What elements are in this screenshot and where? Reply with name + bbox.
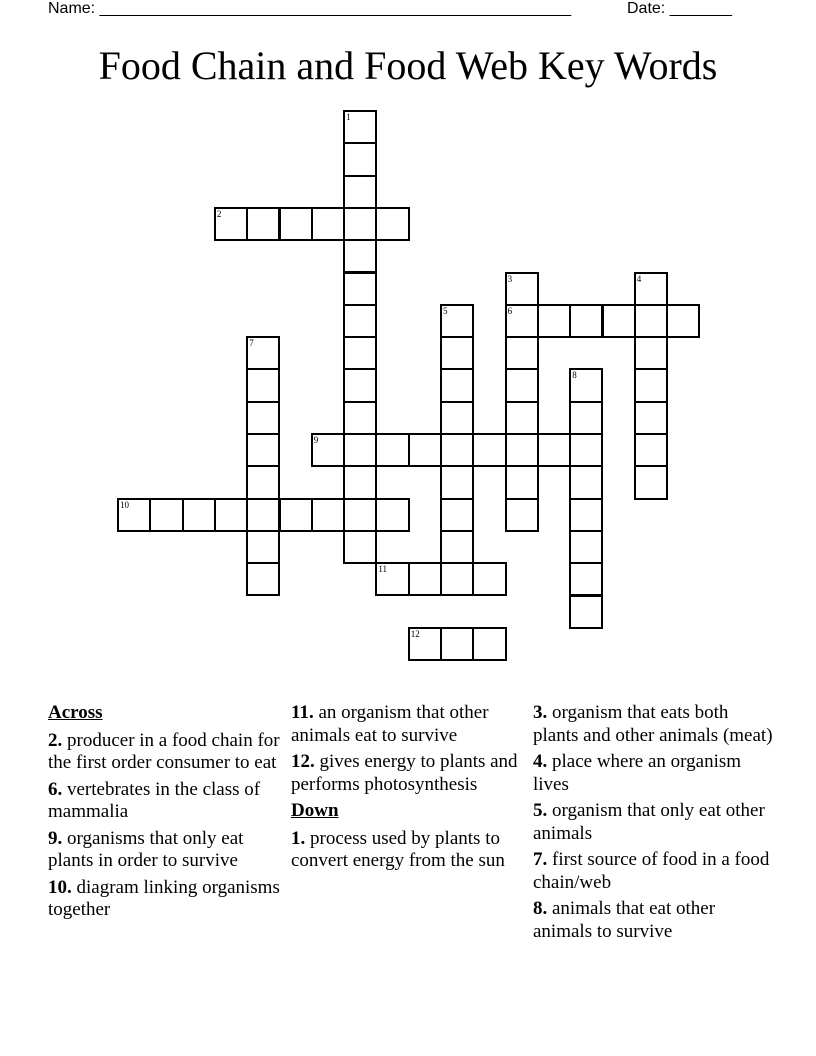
crossword-cell[interactable] [246, 401, 280, 435]
clue-down-4: 4. place where an organism lives [533, 751, 742, 795]
clue-column-2 [291, 702, 523, 877]
down-heading: Down [291, 800, 339, 821]
crossword-cell[interactable] [343, 465, 377, 499]
crossword-cell[interactable] [343, 401, 377, 435]
crossword-cell[interactable] [472, 562, 506, 596]
crossword-cell[interactable] [279, 207, 313, 241]
crossword-cell[interactable] [634, 368, 668, 402]
crossword-cell[interactable] [440, 562, 474, 596]
crossword-cell[interactable] [246, 336, 280, 370]
clue-across-2: 2. producer in a food chain for the first order consumer to eat [48, 729, 280, 773]
crossword-cell[interactable] [634, 272, 668, 306]
crossword-cell[interactable] [246, 498, 280, 532]
crossword-cell[interactable] [634, 304, 668, 338]
crossword-cell[interactable] [246, 562, 280, 596]
crossword-cell[interactable] [343, 498, 377, 532]
clue-number: 7 [249, 338, 254, 349]
clue-number: 6 [507, 305, 513, 316]
crossword-cell[interactable] [343, 110, 377, 144]
crossword-cell[interactable] [408, 562, 442, 596]
clue-down-1: 1. process used by plants to convert energy from the sun [291, 827, 505, 871]
clue-number: 2 [216, 208, 222, 219]
crossword-cell[interactable] [440, 433, 474, 467]
crossword-cell[interactable] [343, 304, 377, 338]
crossword-cell[interactable] [505, 465, 539, 499]
crossword-cell[interactable] [343, 207, 377, 241]
crossword-cell[interactable] [343, 142, 377, 176]
crossword-cell[interactable] [505, 304, 539, 338]
crossword-cell[interactable] [246, 368, 280, 402]
clue-across-6: 6. vertebrates in the class of mammalia [48, 778, 261, 822]
crossword-cell[interactable] [569, 433, 603, 467]
crossword-cell[interactable] [440, 336, 474, 370]
crossword-cell[interactable] [569, 595, 603, 629]
crossword-cell[interactable] [311, 433, 345, 467]
crossword-cell[interactable] [505, 272, 539, 306]
crossword-cell[interactable] [440, 627, 474, 661]
clue-number: 8 [572, 370, 577, 381]
clue-number: 5 [443, 305, 448, 316]
crossword-cell[interactable] [569, 530, 603, 564]
clue-number: 1 [346, 112, 351, 122]
crossword-cell[interactable] [311, 498, 345, 532]
crossword-cell[interactable] [343, 336, 377, 370]
crossword-cell[interactable] [634, 433, 668, 467]
clue-number: 11 [378, 564, 388, 575]
crossword-cell[interactable] [214, 498, 248, 532]
crossword-cell[interactable] [375, 433, 409, 467]
crossword-cell[interactable] [117, 498, 151, 532]
crossword-cell[interactable] [472, 627, 506, 661]
crossword-cell[interactable] [634, 336, 668, 370]
crossword-cell[interactable] [214, 207, 248, 241]
crossword-cell[interactable] [408, 433, 442, 467]
crossword-cell[interactable] [569, 368, 603, 402]
crossword-cell[interactable] [343, 368, 377, 402]
clue-across-9: 9. organisms that only eat plants in order to survive [48, 827, 244, 871]
crossword-cell[interactable] [505, 498, 539, 532]
crossword-cell[interactable] [246, 530, 280, 564]
crossword-cell[interactable] [440, 498, 474, 532]
clue-column-1 [48, 702, 280, 926]
crossword-cell[interactable] [408, 627, 442, 661]
crossword-cell[interactable] [569, 562, 603, 596]
crossword-cell[interactable] [375, 207, 409, 241]
crossword-cell[interactable] [569, 304, 603, 338]
crossword-cell[interactable] [602, 304, 636, 338]
page-title: Food Chain and Food Web Key Words [98, 43, 718, 88]
crossword-cell[interactable] [505, 336, 539, 370]
clue-down-5: 5. organism that only eat other animals [533, 800, 765, 844]
crossword-cell[interactable] [537, 304, 571, 338]
crossword-cell[interactable] [569, 465, 603, 499]
crossword-cell[interactable] [343, 530, 377, 564]
name-field-label: Name: _____________________________________________________ [48, 0, 572, 17]
clue-number: 4 [636, 273, 642, 284]
clue-number: 10 [120, 499, 129, 510]
crossword-cell[interactable] [569, 401, 603, 435]
clue-down-3: 3. organism that eats both plants and other animals (meat) [533, 702, 773, 746]
clue-number: 3 [507, 273, 513, 284]
crossword-cell[interactable] [440, 368, 474, 402]
crossword-cell[interactable] [343, 272, 377, 306]
clue-across-11: 11. an organism that other animals eat to survive [291, 702, 489, 746]
crossword-cell[interactable] [246, 465, 280, 499]
crossword-cell[interactable] [505, 433, 539, 467]
crossword-cell[interactable] [246, 207, 280, 241]
crossword-cell[interactable] [343, 433, 377, 467]
crossword-cell[interactable] [182, 498, 216, 532]
clue-column-3 [533, 702, 773, 947]
crossword-cell[interactable] [505, 401, 539, 435]
clue-number: 9 [313, 435, 319, 445]
crossword-cell[interactable] [375, 498, 409, 532]
clue-number: 12 [410, 628, 420, 639]
crossword-cell[interactable] [569, 498, 603, 532]
crossword-cell[interactable] [472, 433, 506, 467]
crossword-cell[interactable] [634, 401, 668, 435]
clue-across-12: 12. gives energy to plants and performs photosynthesis [291, 751, 518, 795]
across-heading: Across [48, 702, 103, 723]
crossword-cell[interactable] [440, 465, 474, 499]
crossword-cell[interactable] [666, 304, 700, 338]
clue-down-7: 7. first source of food in a food chain/web [533, 849, 770, 893]
crossword-cell[interactable] [246, 433, 280, 467]
crossword-cell[interactable] [279, 498, 313, 532]
crossword-cell[interactable] [343, 175, 377, 209]
crossword-cell[interactable] [311, 207, 345, 241]
crossword-cell[interactable] [343, 239, 377, 273]
crossword-cell[interactable] [634, 465, 668, 499]
crossword-cell[interactable] [440, 401, 474, 435]
crossword-cell[interactable] [375, 562, 409, 596]
date-field-label: Date: _______ [627, 0, 732, 17]
crossword-cell[interactable] [505, 368, 539, 402]
crossword-cell[interactable] [149, 498, 183, 532]
crossword-cell[interactable] [537, 433, 571, 467]
crossword-cell[interactable] [440, 304, 474, 338]
clue-down-8: 8. animals that eat other animals to survive [533, 898, 716, 942]
crossword-cell[interactable] [440, 530, 474, 564]
clue-across-10: 10. diagram linking organisms together [48, 876, 280, 920]
